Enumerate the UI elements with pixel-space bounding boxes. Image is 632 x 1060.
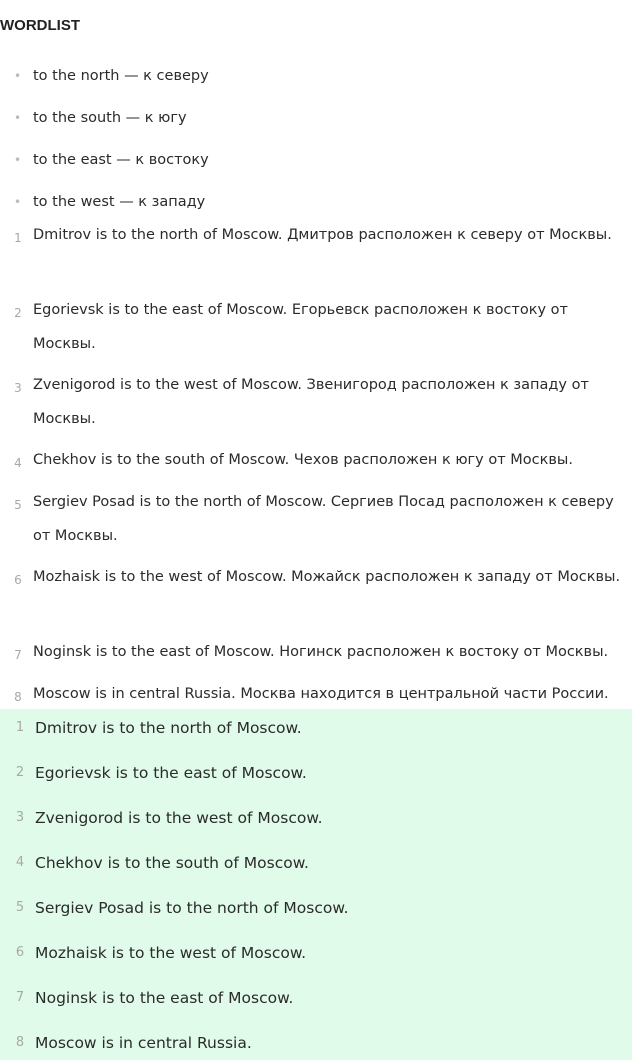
sentence-number: 8 <box>14 690 22 704</box>
answer-text: Dmitrov is to the north of Moscow. <box>35 719 302 737</box>
wordlist-item-text: to the east — к востоку <box>33 152 209 168</box>
sentence-text: Chekhov is to the south of Moscow. Чехов расположен к югу от Москвы. <box>33 452 573 468</box>
sentence-number: 5 <box>14 498 22 512</box>
wordlist-title: WORDLIST <box>0 17 80 34</box>
answer-text: Zvenigorod is to the west of Moscow. <box>35 809 323 827</box>
bullet-icon: • <box>14 69 22 83</box>
answer-number: 4 <box>15 855 25 870</box>
wordlist-item-text: to the north — к северу <box>33 68 209 84</box>
answer-number: 2 <box>15 765 25 780</box>
sentence-number: 1 <box>14 231 22 245</box>
sentence-text: Noginsk is to the east of Moscow. Ногинск расположен к востоку от Москвы. <box>33 644 609 660</box>
sentence-number: 4 <box>14 456 22 470</box>
wordlist-item-text: to the west — к западу <box>33 194 206 210</box>
sentence-text: Sergiev Posad is to the north of Moscow. Сергиев Посад расположен к северу от Москвы. <box>33 494 614 544</box>
answer-text: Sergiev Posad is to the north of Moscow. <box>35 899 349 917</box>
sentence-number: 2 <box>14 306 22 320</box>
answer-number: 6 <box>15 945 25 960</box>
sentence-number: 6 <box>14 573 22 587</box>
answer-number: 1 <box>15 720 25 735</box>
sentence-text: Dmitrov is to the north of Moscow. Дмитров расположен к северу от Москвы. <box>33 227 612 243</box>
wordlist-item-text: to the south — к югу <box>33 110 187 126</box>
answer-text: Chekhov is to the south of Moscow. <box>35 854 309 872</box>
answer-text: Noginsk is to the east of Moscow. <box>35 989 294 1007</box>
sentence-number: 3 <box>14 381 22 395</box>
sentence-number: 7 <box>14 648 22 662</box>
bullet-icon: • <box>14 153 22 167</box>
wordlist-item <box>14 194 614 210</box>
sentence-text: Mozhaisk is to the west of Moscow. Можайск расположен к западу от Москвы. <box>33 569 621 585</box>
answer-number: 5 <box>15 900 25 915</box>
answer-number: 3 <box>15 810 25 825</box>
answer-text: Moscow is in central Russia. <box>35 1034 252 1052</box>
wordlist-item <box>14 110 614 126</box>
answer-number: 7 <box>15 990 25 1005</box>
answer-number: 8 <box>15 1035 25 1050</box>
sentence-text: Moscow is in central Russia. Москва находится в центральной части России. <box>33 686 609 702</box>
answers-panel <box>0 709 632 1060</box>
answer-text: Mozhaisk is to the west of Moscow. <box>35 944 307 962</box>
sentence-text: Zvenigorod is to the west of Moscow. Звенигород расположен к западу от Москвы. <box>33 377 589 427</box>
wordlist-item <box>14 152 614 168</box>
answer-text: Egorievsk is to the east of Moscow. <box>35 764 307 782</box>
bullet-icon: • <box>14 111 22 125</box>
wordlist-item <box>14 68 614 84</box>
sentence-text: Egorievsk is to the east of Moscow. Егорьевск расположен к востоку от Москвы. <box>33 302 568 352</box>
bullet-icon: • <box>14 195 22 209</box>
